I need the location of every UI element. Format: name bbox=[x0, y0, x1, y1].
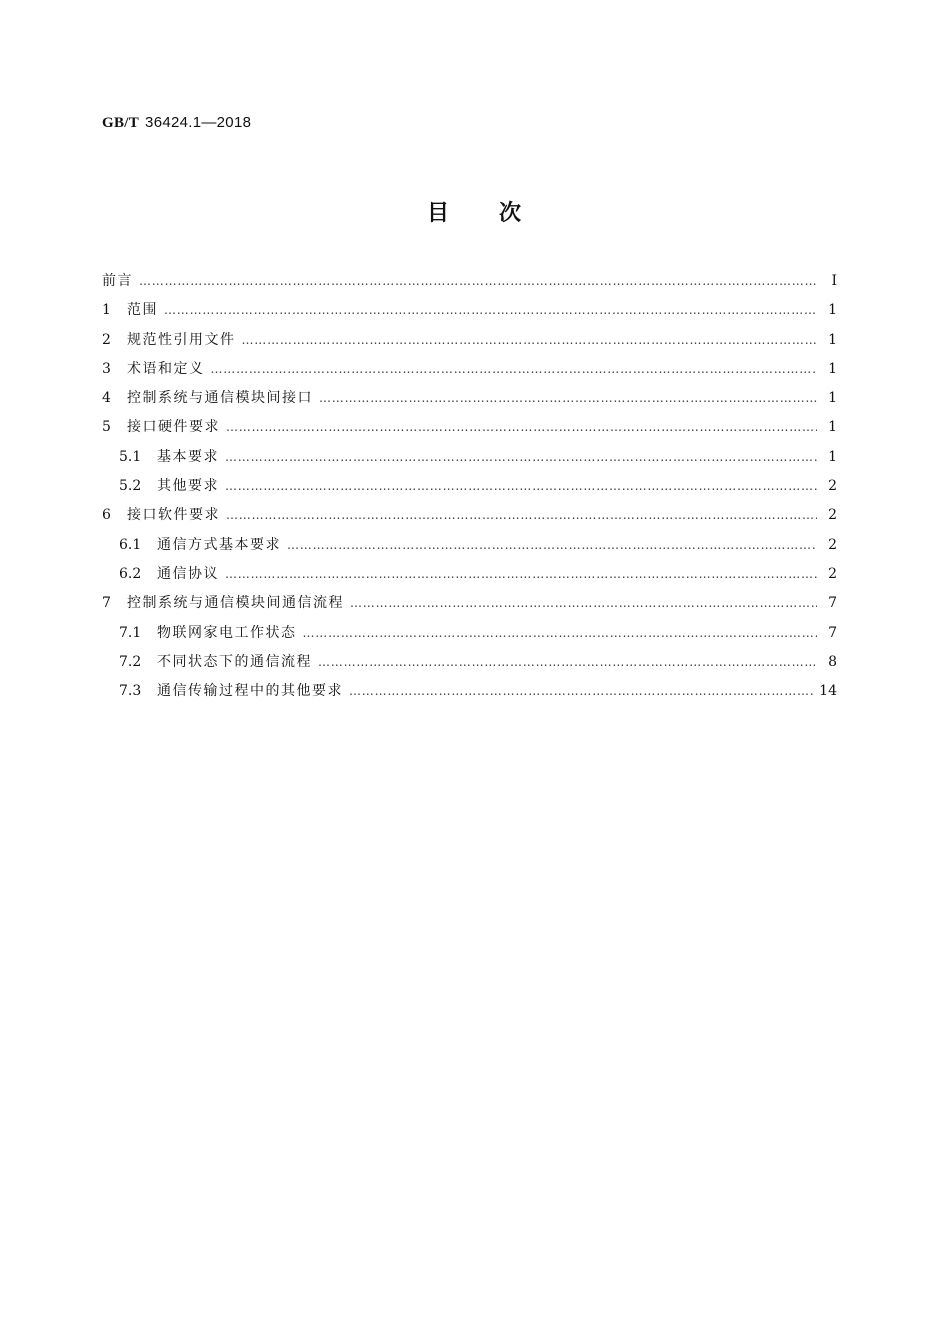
toc-entry-number: 5 bbox=[102, 419, 111, 436]
toc-entry[interactable] bbox=[102, 446, 837, 475]
toc-entry-number: 7.3 bbox=[119, 683, 142, 700]
toc-entry-page: 2 bbox=[828, 565, 837, 582]
toc-entry-number: 7 bbox=[102, 595, 111, 612]
toc-entry-label: 术语和定义 bbox=[127, 360, 205, 377]
toc-entry-page: 7 bbox=[828, 595, 837, 612]
dot-leader bbox=[287, 538, 817, 552]
toc-entry-page: 1 bbox=[828, 302, 837, 319]
document-code-number: 36424.1—2018 bbox=[145, 114, 252, 131]
toc-entry-label: 控制系统与通信模块间通信流程 bbox=[127, 595, 344, 612]
dot-leader bbox=[319, 391, 817, 405]
dot-leader bbox=[225, 479, 817, 493]
toc-entry-number: 2 bbox=[102, 331, 111, 348]
toc-entry-label: 通信方式基本要求 bbox=[157, 536, 281, 553]
toc-entry-label: 通信协议 bbox=[157, 565, 219, 582]
toc-entry[interactable] bbox=[102, 387, 837, 416]
toc-entry[interactable] bbox=[102, 270, 837, 299]
toc-entry-page: 8 bbox=[828, 653, 837, 670]
dot-leader bbox=[318, 655, 817, 669]
toc-entry[interactable] bbox=[102, 475, 837, 504]
toc-entry-page: 1 bbox=[828, 390, 837, 407]
toc-entry-page: 14 bbox=[819, 683, 837, 700]
toc-entry-page: 2 bbox=[828, 536, 837, 553]
dot-leader bbox=[349, 684, 813, 698]
toc-entry-page: I bbox=[831, 273, 837, 289]
toc-entry-page: 2 bbox=[828, 507, 837, 524]
toc-entry-label: 控制系统与通信模块间接口 bbox=[127, 390, 313, 407]
toc-entry[interactable] bbox=[102, 680, 837, 709]
toc-entry[interactable] bbox=[102, 592, 837, 621]
dot-leader bbox=[226, 420, 817, 434]
toc-entry-label: 范围 bbox=[127, 302, 158, 319]
dot-leader bbox=[164, 303, 817, 317]
toc-entry-label: 通信传输过程中的其他要求 bbox=[157, 683, 343, 700]
toc-entry[interactable] bbox=[102, 416, 837, 445]
toc-entry-label: 接口软件要求 bbox=[127, 507, 220, 524]
toc-entry-page: 1 bbox=[828, 331, 837, 348]
toc-entry-number: 4 bbox=[102, 390, 111, 407]
toc-title: 目 次 bbox=[426, 201, 523, 226]
toc-entry[interactable] bbox=[102, 651, 837, 680]
toc-entry-number: 6 bbox=[102, 507, 111, 524]
dot-leader bbox=[225, 567, 817, 581]
dot-leader bbox=[139, 274, 817, 288]
dot-leader bbox=[225, 450, 817, 464]
table-of-contents bbox=[102, 270, 837, 709]
dot-leader bbox=[303, 626, 818, 640]
toc-entry-number: 7.2 bbox=[119, 653, 142, 670]
dot-leader bbox=[242, 333, 818, 347]
toc-entry-page: 2 bbox=[828, 478, 837, 495]
toc-entry[interactable] bbox=[102, 563, 837, 592]
toc-entry[interactable] bbox=[102, 622, 837, 651]
toc-entry-page: 1 bbox=[828, 360, 837, 377]
toc-entry-number: 5.2 bbox=[119, 478, 142, 495]
toc-entry-number: 1 bbox=[102, 302, 111, 319]
dot-leader bbox=[226, 508, 817, 522]
toc-entry-label: 接口硬件要求 bbox=[127, 419, 220, 436]
dot-leader bbox=[350, 596, 817, 610]
toc-entry-label: 前言 bbox=[102, 273, 133, 289]
document-code bbox=[102, 113, 251, 132]
toc-entry[interactable] bbox=[102, 504, 837, 533]
toc-entry-number: 5.1 bbox=[119, 448, 142, 465]
toc-entry[interactable] bbox=[102, 358, 837, 387]
toc-entry-number: 6.2 bbox=[119, 565, 142, 582]
toc-entry-page: 1 bbox=[828, 419, 837, 436]
toc-entry[interactable] bbox=[102, 534, 837, 563]
toc-entry[interactable] bbox=[102, 329, 837, 358]
toc-entry-number: 7.1 bbox=[119, 624, 142, 641]
toc-entry-label: 物联网家电工作状态 bbox=[157, 624, 297, 641]
document-code-prefix: GB/T bbox=[102, 115, 140, 131]
toc-entry-label: 不同状态下的通信流程 bbox=[157, 653, 312, 670]
dot-leader bbox=[211, 362, 818, 376]
toc-entry[interactable] bbox=[102, 299, 837, 328]
toc-entry-number: 3 bbox=[102, 360, 111, 377]
toc-entry-page: 7 bbox=[828, 624, 837, 641]
toc-entry-label: 规范性引用文件 bbox=[127, 331, 236, 348]
toc-entry-page: 1 bbox=[828, 448, 837, 465]
toc-entry-label: 其他要求 bbox=[157, 478, 219, 495]
toc-entry-label: 基本要求 bbox=[157, 448, 219, 465]
toc-entry-number: 6.1 bbox=[119, 536, 142, 553]
